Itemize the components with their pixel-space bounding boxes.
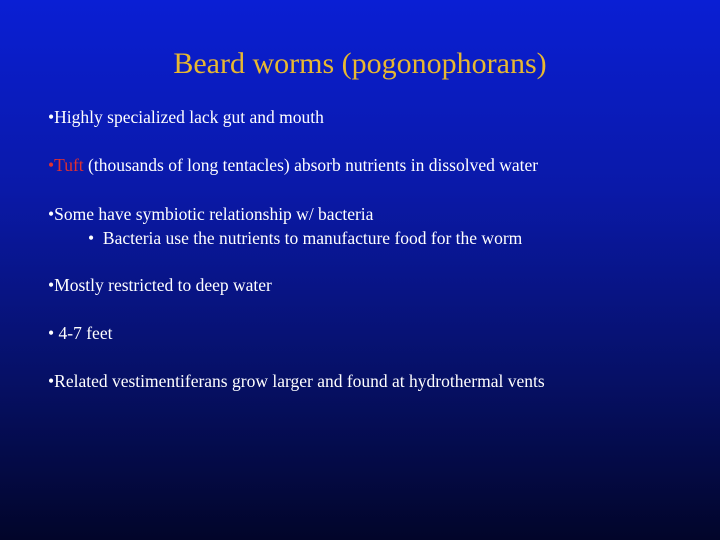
bullet-text: Mostly restricted to deep water <box>54 275 272 295</box>
bullet-glyph: • <box>48 204 55 224</box>
bullet-text: 4-7 feet <box>58 323 113 343</box>
bullet-item <box>48 202 373 226</box>
bullet-text: (thousands of long tentacles) absorb nutrients in dissolved water <box>83 155 539 175</box>
bullet-item <box>48 273 272 297</box>
bullet-item <box>48 369 545 393</box>
bullet-item <box>48 105 324 129</box>
slide-title: Beard worms (pogonophorans) <box>173 47 547 80</box>
bullet-text: Bacteria use the nutrients to manufacture food for the worm <box>102 228 523 248</box>
bullet-text: Highly specialized lack gut and mouth <box>54 107 324 127</box>
bullet-text: Some have symbiotic relationship w/ bacteria <box>54 204 374 224</box>
bullet-glyph: • <box>48 323 55 343</box>
bullet-item <box>48 153 538 177</box>
bullet-glyph: • <box>48 155 55 175</box>
bullet-glyph: • <box>88 228 95 248</box>
bullet-glyph: • <box>48 275 55 295</box>
bullet-item <box>48 321 112 345</box>
bullet-glyph: • <box>48 371 55 391</box>
highlight-term: Tuft <box>54 155 84 175</box>
bullet-glyph: • <box>48 107 55 127</box>
sub-bullet-item <box>88 226 522 250</box>
bullet-text: Related vestimentiferans grow larger and found at hydrothermal vents <box>54 371 545 391</box>
